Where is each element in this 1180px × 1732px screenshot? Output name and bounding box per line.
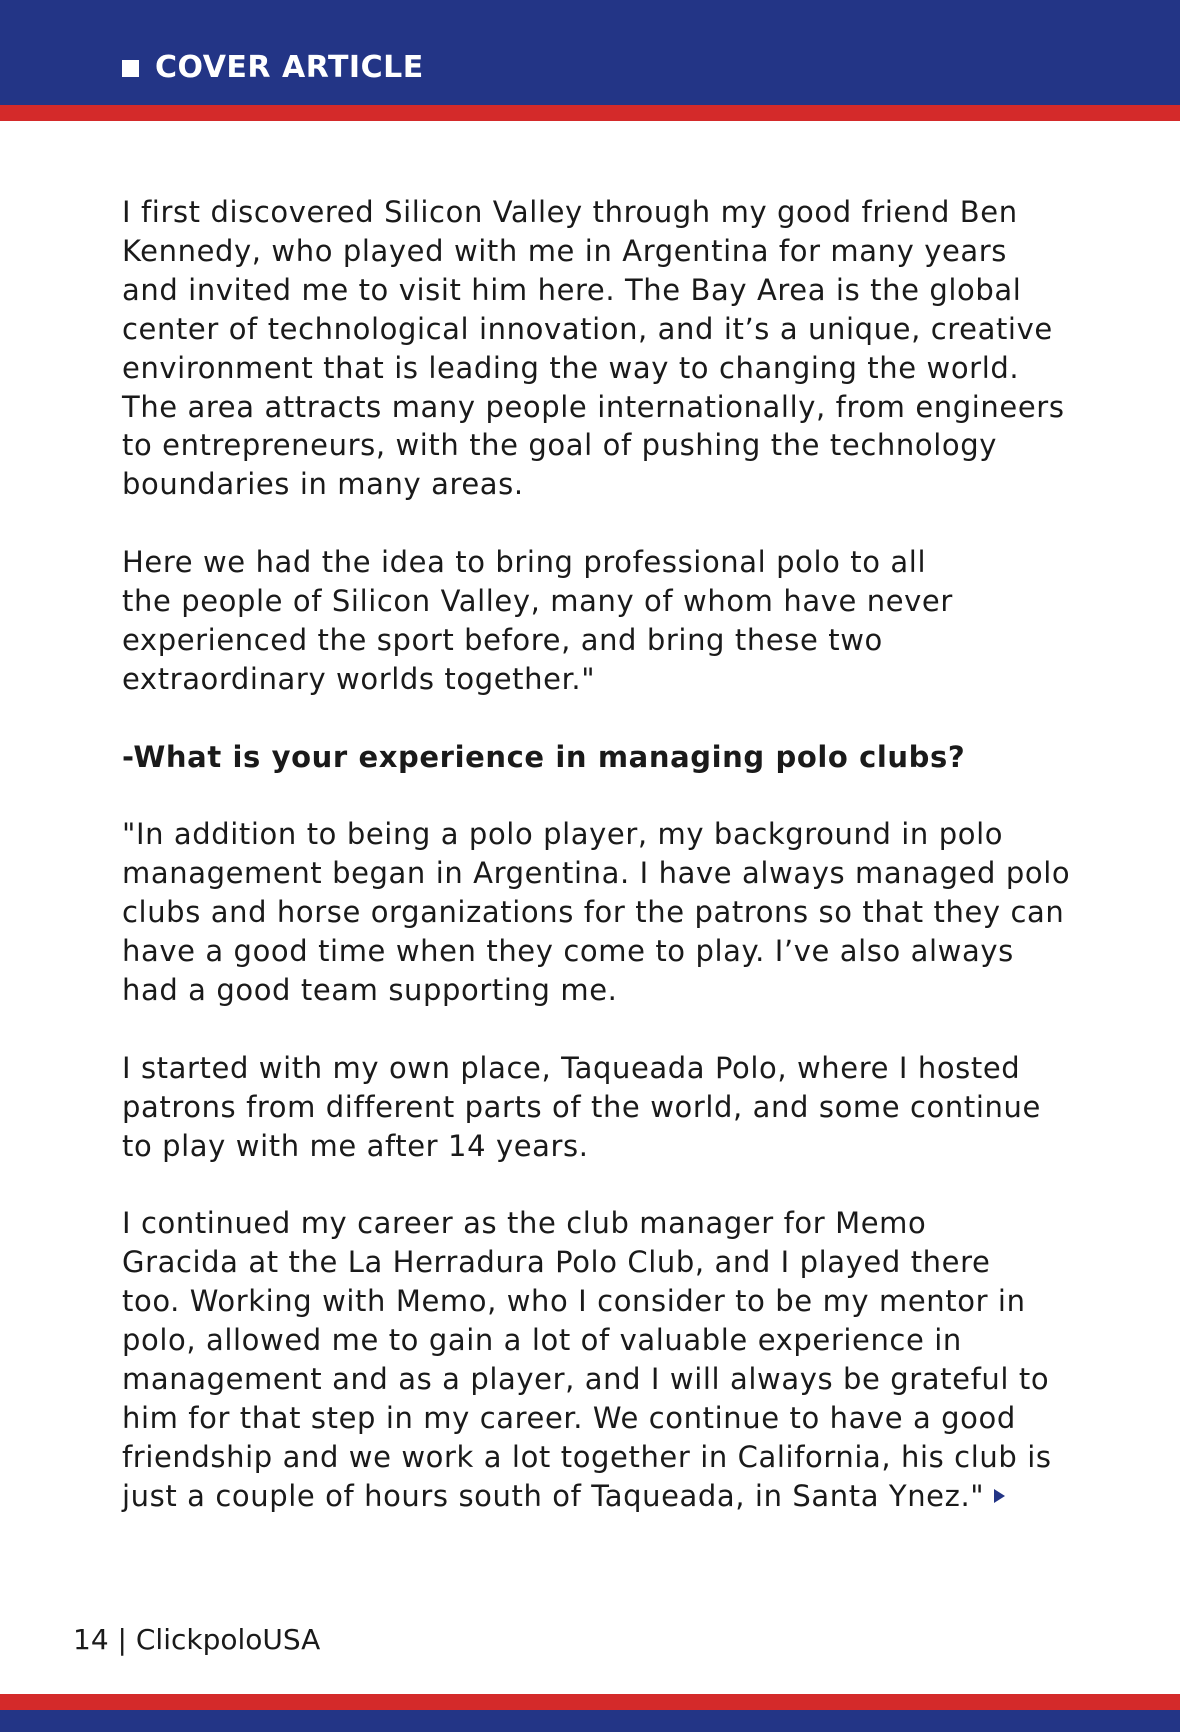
article-paragraph-last [122,1204,1082,1515]
continue-arrow-icon [994,1489,1005,1503]
section-label-text: COVER ARTICLE [155,50,424,85]
footer-band [0,1710,1180,1732]
header-band [0,0,1180,105]
page-footer: 14 | ClickpoloUSA [73,1623,321,1656]
footer-stripe [0,1694,1180,1710]
article-paragraph: I first discovered Silicon Valley through my good friend Ben Kennedy, who played with me in Argentina for many years and invited me to visit him here. The Bay Area is the global center of technological innovation, and it’s a unique, creative environment that is leading the way to changing the world. The area attracts many people internationally, from engineers to entrepreneurs, with the goal of pushing the technology boundaries in many areas. [122,195,1065,502]
section-label [122,48,424,88]
article-paragraph: "In addition to being a polo player, my background in polo management began in Argentina. I have always managed polo clubs and horse organizations for the patrons so that they can have a good time when they come to play. I’ve also always had a good team supporting me. [122,817,1071,1008]
article-paragraph: I started with my own place, Taqueada Polo, where I hosted patrons from different parts of the world, and some continue to play with me after 14 years. [122,1050,1041,1163]
square-bullet-icon [122,60,139,77]
interview-question: -What is your experience in managing polo clubs? [122,739,966,774]
header-stripe [0,105,1180,121]
article-paragraph: Here we had the idea to bring professional polo to all the people of Silicon Valley, many of whom have never experienced the sport before, and bring these two extraordinary worlds together." [122,545,953,696]
article-paragraph-text: I continued my career as the club manager for Memo Gracida at the La Herradura Polo Club, and I played there too. Working with Memo, who I consider to be my mentor in polo, allowed me to gain a lot of valuable experience in management and as a player, and I will always be grateful to him for that step in my career. We continue to have a good friendship and we work a lot together in California, his club is just a couple of hours south of Taqueada, in Santa Ynez." [122,1206,1052,1513]
article-body [122,193,1082,1516]
